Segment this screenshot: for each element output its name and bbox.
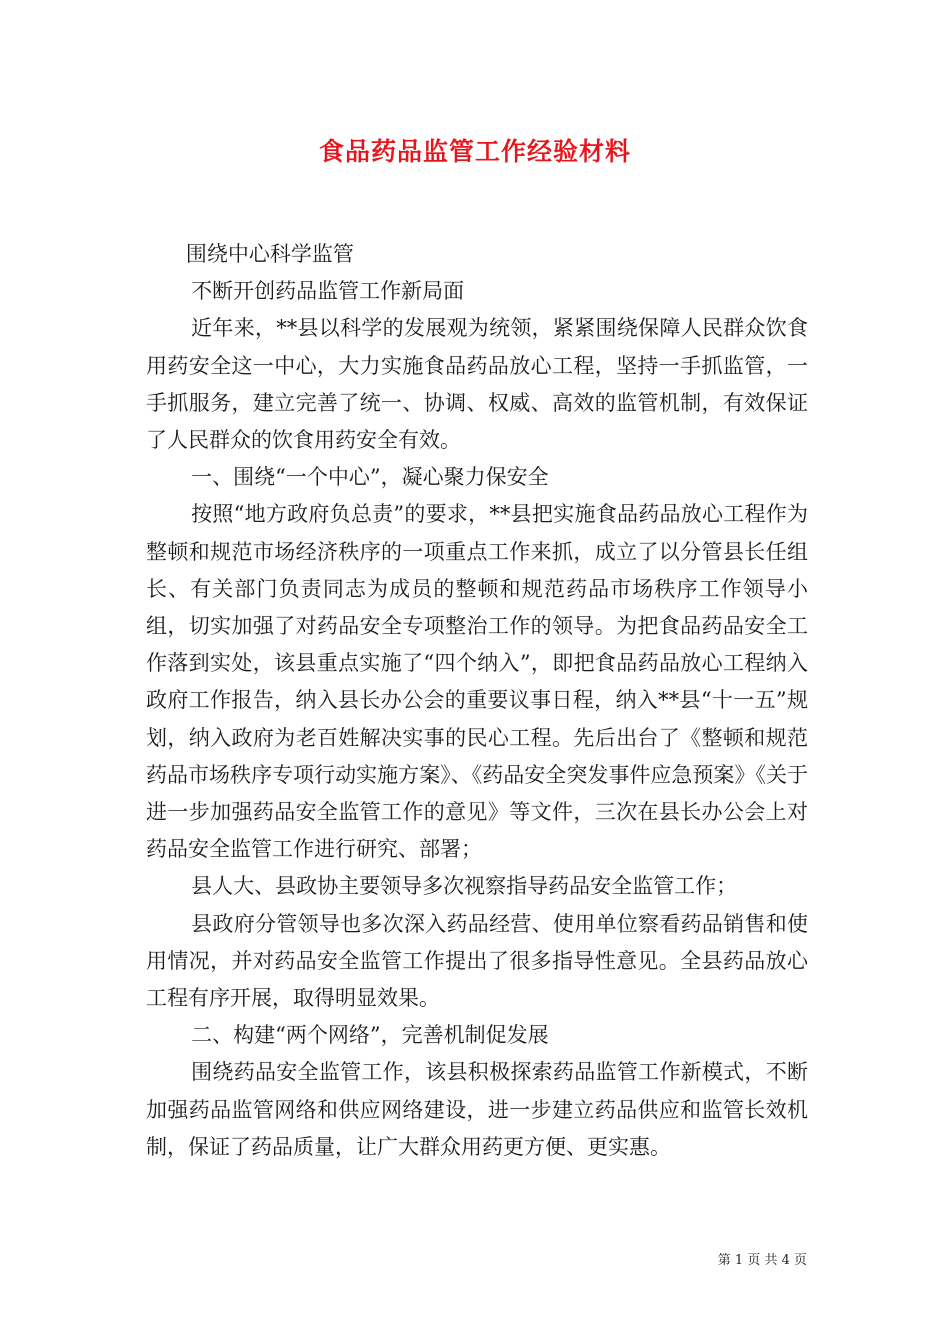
document-title: 食品药品监管工作经验材料 [318, 137, 631, 166]
paragraph-intro: 近年来，**县以科学的发展观为统领，紧紧围绕保障人民群众饮食用药安全这一中心，大力实施食品药品放心工程，坚持一手抓监管，一手抓服务，建立完善了统一、协调、权威、高效的监管机制，有效保证了人民群众的饮食用药安全有效。 [146, 316, 808, 453]
paragraph-section-2: 围绕药品安全监管工作，该县积极探索药品监管工作新模式，不断加强药品监管网络和供应网络建设，进一步建立药品供应和监管长效机制，保证了药品质量，让广大群众用药更方便、更实惠。 [146, 1060, 808, 1159]
section-heading-2: 二、构建“两个网络”，完善机制促发展 [191, 1023, 549, 1048]
section-heading-1: 一、围绕“一个中心”，凝心聚力保安全 [191, 465, 549, 490]
document-body [146, 236, 808, 1166]
paragraph-government: 县政府分管领导也多次深入药品经营、使用单位察看药品销售和使用情况，并对药品安全监管工作提出了很多指导性意见。全县药品放心工程有序开展，取得明显效果。 [146, 911, 808, 1011]
paragraph-section-1: 按照“地方政府负总责”的要求，**县把实施食品药品放心工程作为整顿和规范市场经济秩序的一项重点工作来抓，成立了以分管县长任组长、有关部门负责同志为成员的整顿和规范药品市场秩序工作领导小组，切实加强了对药品安全专项整治工作的领导。为把食品药品安全工作落到实处，该县重点实施了“四个纳入”，即把食品药品放心工程纳入政府工作报告，纳入县长办公会的重要议事日程，纳入**县“十一五”规划，纳入政府为老百姓解决实事的民心工程。先后出台了《整顿和规范药品市场秩序专项行动实施方案》、《药品安全突发事件应急预案》《关于进一步加强药品安全监管工作的意见》等文件，三次在县长办公会上对药品安全监管工作进行研究、部署； [146, 502, 808, 862]
page-indicator: 第 1 页 共 4 页 [717, 1253, 807, 1268]
subtitle-line-1: 围绕中心科学监管 [185, 242, 354, 266]
subtitle-line-2: 不断开创药品监管工作新局面 [191, 279, 465, 304]
paragraph-npc: 县人大、县政协主要领导多次视察指导药品安全监管工作； [191, 874, 738, 899]
